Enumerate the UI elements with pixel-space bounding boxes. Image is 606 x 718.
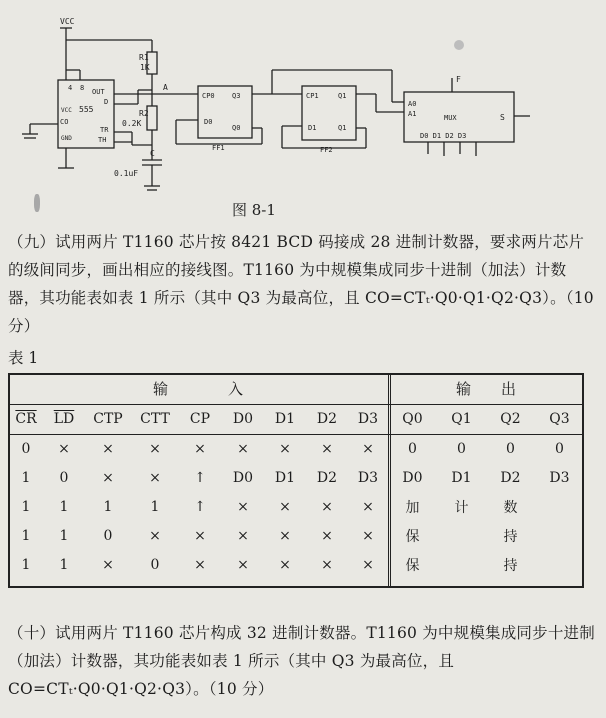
column-header: Q0 (402, 411, 423, 427)
table-cell: 0 (506, 440, 515, 457)
svg-text:A: A (163, 83, 168, 92)
column-header: CTP (93, 411, 123, 427)
column-header: D3 (357, 411, 379, 427)
table-cell: 1 (21, 556, 31, 573)
table-cell: × (149, 440, 161, 457)
svg-text:VCC: VCC (61, 107, 72, 114)
svg-text:FF2: FF2 (320, 146, 333, 154)
svg-text:R2: R2 (139, 109, 149, 118)
table-cell: 1 (21, 469, 31, 486)
column-header: Q2 (500, 411, 521, 427)
table-cell: D1 (451, 469, 472, 486)
table-cell: × (237, 498, 249, 515)
table-cell: × (149, 527, 161, 544)
table-cell: D0 (232, 469, 254, 486)
table-cell: 持 (503, 557, 518, 574)
table-cell (437, 521, 486, 550)
svg-text:8: 8 (80, 84, 85, 92)
table-cell: 1 (150, 498, 160, 515)
input-header: 输 入 (152, 380, 243, 398)
output-header: 输 出 (455, 380, 516, 398)
table-cell: × (279, 556, 291, 573)
table-cell: × (149, 469, 161, 486)
svg-text:CP1: CP1 (306, 92, 319, 100)
svg-text:Q1: Q1 (338, 124, 347, 132)
table-cell: × (102, 556, 114, 573)
table-cell: 0 (457, 440, 466, 457)
table-cell (535, 492, 584, 521)
svg-text:OUT: OUT (92, 88, 105, 96)
column-header: D2 (316, 411, 338, 427)
table-cell: 持 (503, 528, 518, 545)
table-cell (535, 550, 584, 579)
table-cell: × (362, 498, 374, 515)
table-cell: × (362, 440, 374, 457)
table-row (8, 521, 584, 550)
table-cell: × (362, 556, 374, 573)
function-table (8, 373, 584, 579)
svg-text:Q3: Q3 (232, 92, 241, 100)
column-header: CTT (140, 411, 170, 427)
svg-text:MUX: MUX (444, 114, 457, 122)
svg-text:TR: TR (100, 126, 109, 134)
table-row (8, 463, 584, 492)
table-cell: 0 (59, 469, 69, 486)
table-cell: 1 (103, 498, 113, 515)
ink-smudge (34, 194, 40, 212)
table-cell: × (279, 440, 291, 457)
column-header: D0 (232, 411, 254, 427)
column-header: $\overline{LD}$ (53, 411, 75, 427)
table-label: 表 1 (8, 349, 39, 367)
table-cell: 0 (408, 440, 417, 457)
table-cell: 保 (405, 528, 420, 545)
table-cell: 1 (21, 527, 31, 544)
svg-text:Q0: Q0 (232, 124, 241, 132)
svg-text:C: C (150, 149, 155, 158)
table-cell: D3 (549, 469, 570, 486)
table-cell: 1 (21, 498, 31, 515)
table-cell: × (321, 498, 333, 515)
table-row (8, 492, 584, 521)
table-cell: × (321, 556, 333, 573)
column-header: Q1 (451, 411, 472, 427)
ink-smudge (454, 40, 464, 50)
table-cell: × (58, 440, 70, 457)
table-cell: × (102, 440, 114, 457)
table-cell: × (237, 440, 249, 457)
table-cell: 1 (59, 498, 69, 515)
table-cell: × (279, 498, 291, 515)
table-cell: × (321, 527, 333, 544)
table-cell: × (321, 440, 333, 457)
table-cell: 0 (555, 440, 564, 457)
svg-text:R1: R1 (139, 53, 149, 62)
column-header: CP (189, 411, 211, 427)
svg-text:555: 555 (79, 105, 94, 114)
table-cell: 1 (59, 556, 69, 573)
table-cell: D1 (274, 469, 296, 486)
table-cell: 0 (103, 527, 113, 544)
table-cell: D2 (316, 469, 338, 486)
table-cell: ↑ (194, 469, 206, 486)
table-cell: 数 (503, 499, 518, 516)
svg-text:D0 D1 D2 D3: D0 D1 D2 D3 (420, 132, 467, 140)
column-header: D1 (274, 411, 296, 427)
vcc-label: VCC (60, 17, 75, 26)
column-header: $\overline{CR}$ (15, 411, 37, 427)
table-cell (437, 550, 486, 579)
svg-text:CO: CO (60, 118, 69, 126)
table-cell: ↑ (194, 498, 206, 515)
table-cell: × (194, 527, 206, 544)
table-cell: × (279, 527, 291, 544)
table-cell (535, 521, 584, 550)
table-cell: 计 (454, 499, 469, 516)
table-cell: × (194, 440, 206, 457)
svg-text:Q1: Q1 (338, 92, 347, 100)
svg-text:0.1uF: 0.1uF (114, 169, 139, 178)
table-cell: × (362, 527, 374, 544)
table-cell: × (194, 556, 206, 573)
svg-text:GND: GND (61, 135, 72, 142)
table-cell: × (237, 556, 249, 573)
table-row (8, 434, 584, 463)
table-cell: 0 (150, 556, 160, 573)
svg-text:D: D (104, 98, 109, 106)
question-10-text: （十）试用两片 T1160 芯片构成 32 进制计数器。T1160 为中规模集成同步十进制（加法）计数器，其功能表如表 1 所示（其中 Q3 为最高位，且 CO=CTₜ·Q0·Q1·Q2·Q3）。（10 分） (8, 624, 595, 698)
svg-text:CP0: CP0 (202, 92, 215, 100)
svg-text:1K: 1K (140, 63, 150, 72)
table-cell: 加 (405, 499, 420, 516)
question-9-text: （九）试用两片 T1160 芯片按 8421 BCD 码接成 28 进制计数器，要求两片芯片的级间同步，画出相应的接线图。T1160 为中规模集成同步十进制（加法）计数器，其功能表如表 1 所示（其中 Q3 为最高位，且 CO=CTₜ·Q0·Q1·Q2·Q3）。（10 分） (8, 233, 594, 335)
svg-text:D1: D1 (308, 124, 317, 132)
svg-text:D0: D0 (204, 118, 213, 126)
svg-text:TH: TH (98, 136, 107, 144)
table-cell: × (102, 469, 114, 486)
table-cell: D3 (357, 469, 379, 486)
circuit-diagram (0, 0, 606, 200)
table-cell: D0 (402, 469, 423, 486)
table-row (8, 550, 584, 579)
svg-text:FF1: FF1 (212, 144, 225, 152)
column-header: Q3 (549, 411, 570, 427)
svg-text:A1: A1 (408, 110, 417, 118)
svg-text:4: 4 (68, 84, 73, 92)
table-cell: 1 (59, 527, 69, 544)
table-cell: × (237, 527, 249, 544)
svg-text:A0: A0 (408, 100, 417, 108)
svg-text:S: S (500, 113, 505, 122)
svg-text:F: F (456, 75, 461, 84)
table-cell: 0 (21, 440, 31, 457)
figure-caption: 图 8-1 (232, 201, 276, 219)
table-cell: D2 (500, 469, 521, 486)
svg-text:0.2K: 0.2K (122, 119, 142, 128)
table-cell: 保 (405, 557, 420, 574)
